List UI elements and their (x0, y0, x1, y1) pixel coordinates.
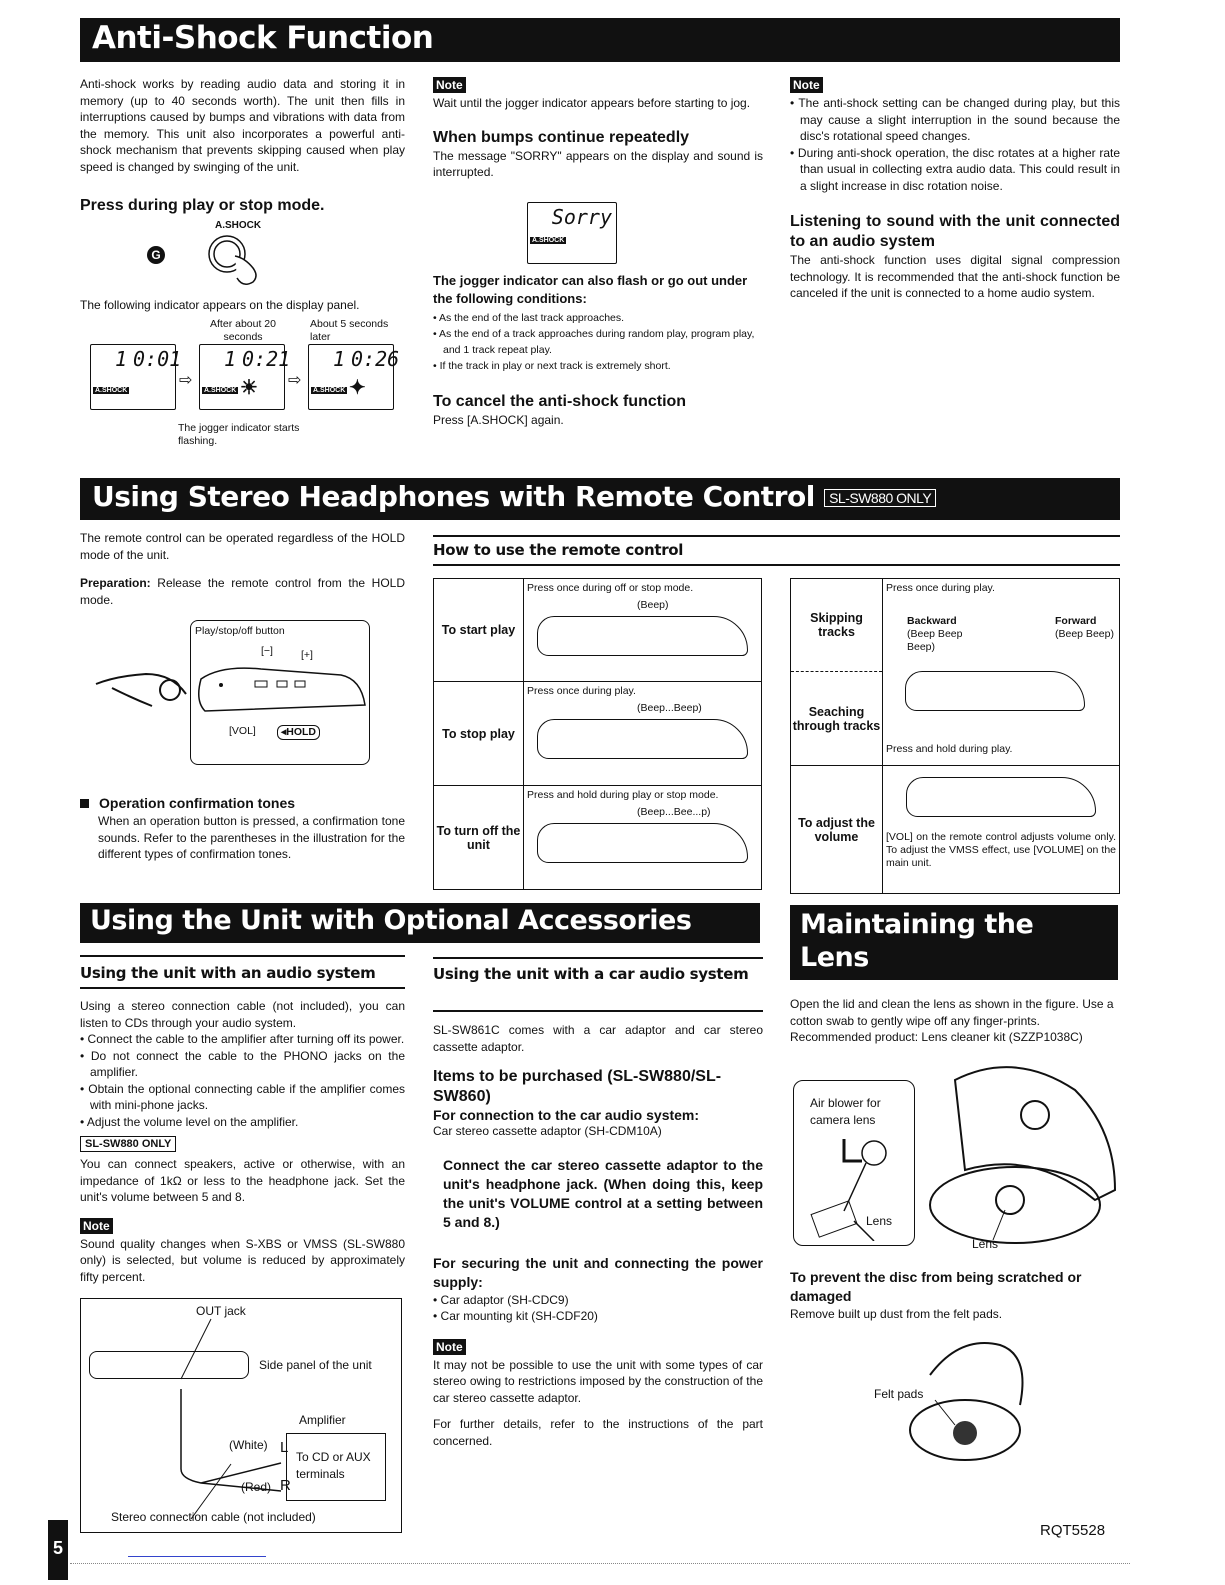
lens-label: Lens (972, 1237, 999, 1251)
items-heading: Items to be purchased (SL-SW880/SL-SW860) (433, 1068, 722, 1105)
speakers-text: You can connect speakers, active or otherwise, with an impedance of 1kΩ or less to the headphone jack. Set the unit's volume between 5 and 8. (80, 1157, 405, 1204)
row-label: Skipping tracks (791, 579, 882, 672)
preparation-text: Preparation: Release the remote control from the HOLD mode. (80, 576, 405, 607)
link-underline (128, 1556, 266, 1557)
list-item: • The anti-shock setting can be changed during play, but this may cause a slight interruption in the sound because the disc's rotational speed changes. (790, 96, 1120, 143)
anti-shock-intro: Anti-shock works by reading audio data and storing it in memory (up to 40 seconds worth). The unit then fills in interruptions caused by bumps and vibrations with data from the memory. This unit also incorporates a powerful anti-shock mechanism that prevents skipping caused when play speed is changed by swinging of the unit. (80, 77, 405, 174)
remote-illustration (905, 671, 1085, 711)
footer-rule (70, 1563, 1130, 1564)
bumps-heading: When bumps continue repeatedly (433, 128, 690, 146)
audio-system-heading: Using the unit with an audio system (80, 964, 376, 982)
secure-heading: For securing the unit and connecting the power supply: (433, 1254, 763, 1290)
row-label: To stop play (434, 682, 524, 786)
connect-instruction: Connect the car stereo cassette adaptor to the unit's headphone jack. (When doing this, keep the unit's VOLUME control at a setting between 5 and 8.) (443, 1156, 763, 1230)
lens-text: Open the lid and clean the lens as shown in the figure. Use a cotton swab to gently wipe off any finger-prints. Recommended product: Lens cleaner kit (SZZP1038C) (790, 997, 1114, 1044)
remote-illustration (537, 823, 748, 863)
lcd-display-3: 1 0:26 A.SHOCK ✦ (308, 344, 394, 410)
indicator-text: The following indicator appears on the display panel. (80, 298, 360, 312)
prevent-heading: To prevent the disc from being scratched or damaged (790, 1269, 1082, 1304)
connection-item: Car stereo cassette adaptor (SH-CDM10A) (433, 1124, 662, 1138)
bumps-text: The message "SORRY" appears on the display and sound is interrupted. (433, 148, 763, 179)
after-20-label: After about 20 seconds (210, 318, 276, 343)
remote-illustration (537, 616, 748, 656)
jogger-caption: The jogger indicator starts flashing. (178, 422, 300, 447)
list-item: • Connect the cable to the amplifier after turning off its power. (80, 1032, 405, 1046)
list-item: • Car mounting kit (SH-CDF20) (433, 1309, 598, 1323)
listening-text: The anti-shock function uses digital signal compression technology. It is recommended that the anti-shock function be canceled if the unit is connected to a home audio system. (790, 253, 1120, 300)
cancel-text: Press [A.SHOCK] again. (433, 413, 564, 427)
remote-figure: Play/stop/off button [−] [+] [VOL] ◂HOLD (190, 620, 370, 765)
car-audio-heading: Using the unit with a car audio system (433, 965, 749, 983)
cd-player-open-illustration (925, 1060, 1120, 1250)
car-note: It may not be possible to use the unit with some types of car stereo owing to restrictions imposed by the construction of the car stereo cassette adaptor. (433, 1357, 763, 1405)
section-title-accessories: Using the Unit with Optional Accessories (80, 903, 760, 943)
listening-heading: Listening to sound with the unit connected to an audio system (790, 213, 1120, 250)
remote-table-skip: Skipping tracks Seaching through tracks Press once during play. Backward (Beep Beep Beep) Forward (Beep Beep) Press and hold during play. To adjust the volume [VOL] on the remote control adjusts volume only. To adjust the VMSS effect, use [VOLUME] on the main unit. (790, 578, 1120, 894)
list-item: • If the track in play or next track is extremely short. (433, 360, 671, 372)
ashock-button-press-icon (205, 232, 275, 288)
note-jogger: Wait until the jogger indicator appears before starting to jog. (433, 96, 751, 110)
list-item: • As the end of a track approaches during random play, program play, and 1 track repeat play. (433, 328, 755, 356)
list-item: • Adjust the volume level on the amplifier. (80, 1114, 299, 1129)
arrow-icon: ⇨ (179, 372, 193, 389)
row-label: To turn off the unit (434, 786, 524, 890)
list-item: • Do not connect the cable to the PHONO jacks on the amplifier. (80, 1048, 405, 1079)
note-label: Note (433, 77, 466, 93)
cancel-heading: To cancel the anti-shock function (433, 393, 687, 410)
note-label: Note (790, 77, 823, 93)
jogger-conditions-heading: The jogger indicator can also flash or go out under the following conditions: (433, 273, 748, 306)
after-5-label: About 5 seconds later (310, 318, 389, 343)
list-item: • Obtain the optional connecting cable if the amplifier comes with mini-phone jacks. (80, 1081, 405, 1112)
remote-illustration (906, 777, 1096, 817)
note-text: Sound quality changes when S-XBS or VMSS (SL-SW880 only) is selected, but volume is reduced by approximately fifty percent. (80, 1236, 405, 1284)
connection-heading: For connection to the car audio system: (433, 1107, 700, 1123)
section-title-headphones: Using Stereo Headphones with Remote Control SL-SW880 ONLY (80, 478, 1120, 520)
connection-figure: OUT jack Side panel of the unit Amplifier (White) (Red) L R To CD or AUX terminals Stereo connection cable (not included) (80, 1298, 402, 1533)
headphones-icon (92, 660, 192, 720)
felt-pads-label: Felt pads (874, 1387, 924, 1401)
ashock-button-label: A.SHOCK (215, 220, 262, 231)
document-code: RQT5528 (1040, 1522, 1106, 1539)
row-label: To start play (434, 579, 524, 682)
lens-inset-figure: Air blower for camera lens Lens (793, 1080, 915, 1246)
further-details: For further details, refer to the instructions of the part concerned. (433, 1417, 763, 1448)
audio-intro: Using a stereo connection cable (not included), you can listen to CDs through your audio system. (80, 999, 405, 1030)
sorry-display: Sorry A.SHOCK (527, 202, 617, 264)
step-marker: G (147, 246, 165, 264)
section-title-lens: Maintaining the Lens (790, 905, 1118, 980)
lcd-display-2: 1 0:21 A.SHOCK ☀ (199, 344, 285, 410)
note-label: Note (433, 1339, 466, 1355)
howto-heading: How to use the remote control (433, 541, 684, 559)
list-item: • As the end of the last track approaches. (433, 312, 625, 324)
prevent-text: Remove built up dust from the felt pads. (790, 1307, 1003, 1321)
remote-intro: The remote control can be operated regardless of the HOLD mode of the unit. (80, 531, 405, 562)
page-number: 5 (48, 1520, 68, 1580)
jogger-icon: ✦ (349, 377, 366, 399)
car-intro: SL-SW861C comes with a car adaptor and car stereo cassette adaptor. (433, 1023, 763, 1054)
row-label: To adjust the volume (791, 766, 883, 894)
list-item: • During anti-shock operation, the disc rotates at a higher rate than usual in collecting extra audio data. This could result in a slight increase in disc rotation noise. (790, 145, 1120, 193)
list-item: • Car adaptor (SH-CDC9) (433, 1292, 569, 1307)
section-title-anti-shock: Anti-Shock Function (80, 18, 1120, 62)
arrow-icon: ⇨ (288, 372, 302, 389)
lcd-display-1: 1 0:01 A.SHOCK (90, 344, 176, 410)
model-badge: SL-SW880 ONLY (80, 1136, 176, 1152)
model-badge: SL-SW880 ONLY (824, 489, 936, 507)
row-label: Seaching through tracks (792, 704, 881, 733)
jogger-icon: ☀ (240, 377, 258, 399)
remote-table-play: To start play Press once during off or stop mode. (Beep) To stop play Press once during play. (Beep...Beep) To turn off the unit Press and hold during play or stop mode. (Beep...Bee...p) (433, 578, 762, 890)
felt-pads-illustration (900, 1335, 1030, 1470)
tones-text: When an operation button is pressed, a confirmation tone sounds. Refer to the parentheses in the illustration for the different types of confirmation tones. (98, 814, 405, 861)
remote-illustration (537, 719, 748, 759)
press-heading: Press during play or stop mode. (80, 197, 325, 214)
tones-heading: Operation confirmation tones (80, 793, 405, 813)
note-label: Note (80, 1218, 113, 1234)
